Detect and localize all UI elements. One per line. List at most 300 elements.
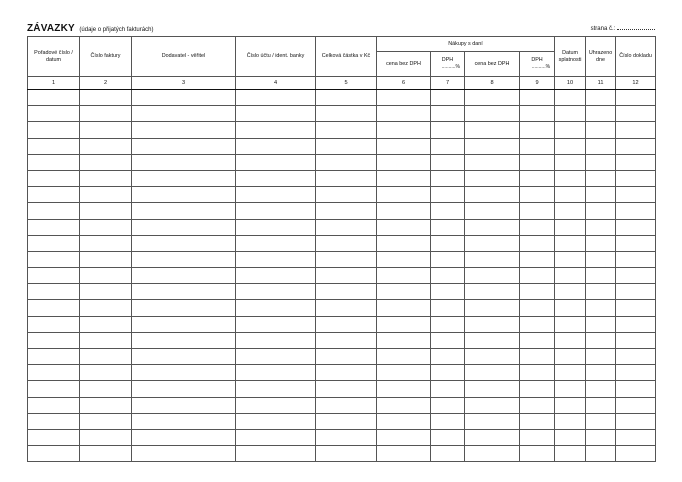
table-cell[interactable] [132,365,236,381]
table-cell[interactable] [132,284,236,300]
table-cell[interactable] [616,203,656,219]
table-cell[interactable] [586,219,616,235]
table-cell[interactable] [616,106,656,122]
table-cell[interactable] [520,268,555,284]
header-document-number: Číslo dokladu [616,37,656,77]
table-cell[interactable] [80,268,132,284]
table-cell[interactable] [616,187,656,203]
table-cell[interactable] [555,170,586,186]
table-cell[interactable] [132,219,236,235]
table-cell[interactable] [316,251,377,267]
table-row [28,381,656,397]
table-cell[interactable] [586,397,616,413]
table-cell[interactable] [520,284,555,300]
table-cell[interactable] [377,219,431,235]
table-cell[interactable] [431,268,465,284]
table-cell[interactable] [555,397,586,413]
table-cell[interactable] [28,446,80,462]
column-number-row [28,77,656,90]
table-cell[interactable] [555,154,586,170]
table-cell[interactable] [28,251,80,267]
table-cell[interactable] [520,203,555,219]
table-cell[interactable] [586,316,616,332]
header-account-number: Číslo účtu / ident. banky [236,37,316,77]
table-cell[interactable] [465,413,520,429]
table-cell[interactable] [132,397,236,413]
table-cell[interactable] [520,332,555,348]
table-cell[interactable] [555,316,586,332]
table-cell[interactable] [465,251,520,267]
table-row [28,397,656,413]
header-vat-2-rate[interactable]: ..........% [531,64,551,70]
table-cell[interactable] [236,446,316,462]
table-cell[interactable] [616,235,656,251]
table-cell[interactable] [132,316,236,332]
table-cell[interactable] [132,381,236,397]
table-cell[interactable] [520,381,555,397]
table-cell[interactable] [431,106,465,122]
table-cell[interactable] [28,235,80,251]
table-cell[interactable] [555,268,586,284]
table-row [28,446,656,462]
table-cell[interactable] [555,300,586,316]
table-cell[interactable] [236,251,316,267]
table-cell[interactable] [28,170,80,186]
table-cell[interactable] [465,381,520,397]
table-row [28,365,656,381]
table-cell[interactable] [431,413,465,429]
table-cell[interactable] [616,429,656,445]
table-cell[interactable] [316,106,377,122]
table-cell[interactable] [586,106,616,122]
table-cell[interactable] [80,138,132,154]
table-cell[interactable] [377,284,431,300]
table-cell[interactable] [520,170,555,186]
table-cell[interactable] [431,219,465,235]
table-cell[interactable] [586,235,616,251]
table-cell[interactable] [555,365,586,381]
table-cell[interactable] [377,90,431,106]
table-cell[interactable] [132,170,236,186]
table-cell[interactable] [316,300,377,316]
table-cell[interactable] [586,251,616,267]
table-cell[interactable] [377,381,431,397]
table-cell[interactable] [465,219,520,235]
table-cell[interactable] [431,170,465,186]
table-cell[interactable] [520,413,555,429]
table-cell[interactable] [28,154,80,170]
table-cell[interactable] [520,251,555,267]
table-cell[interactable] [616,268,656,284]
table-cell[interactable] [431,187,465,203]
table-cell[interactable] [465,429,520,445]
table-cell[interactable] [431,397,465,413]
table-cell[interactable] [616,413,656,429]
header-vat-1-label: DPH [441,57,454,63]
table-cell[interactable] [465,332,520,348]
table-row [28,251,656,267]
table-cell[interactable] [236,138,316,154]
table-cell[interactable] [465,90,520,106]
table-cell[interactable] [465,170,520,186]
table-cell[interactable] [28,90,80,106]
table-cell[interactable] [316,332,377,348]
table-cell[interactable] [377,316,431,332]
table-cell[interactable] [465,349,520,365]
table-cell[interactable] [316,429,377,445]
table-cell[interactable] [616,300,656,316]
table-cell[interactable] [586,349,616,365]
table-cell[interactable] [80,316,132,332]
table-cell[interactable] [520,138,555,154]
table-cell[interactable] [616,365,656,381]
table-cell[interactable] [520,90,555,106]
table-cell[interactable] [80,187,132,203]
table-cell[interactable] [80,203,132,219]
table-cell[interactable] [586,413,616,429]
table-cell[interactable] [316,138,377,154]
table-cell[interactable] [236,90,316,106]
table-cell[interactable] [377,187,431,203]
table-cell[interactable] [132,446,236,462]
table-cell[interactable] [586,365,616,381]
table-cell[interactable] [316,349,377,365]
header-vat-1-rate[interactable]: ..........% [441,64,460,70]
table-cell[interactable] [377,349,431,365]
table-cell[interactable] [316,187,377,203]
page-number-blank[interactable] [617,22,655,30]
column-number: 9 [520,77,555,90]
table-cell[interactable] [465,154,520,170]
table-cell[interactable] [465,187,520,203]
table-cell[interactable] [28,106,80,122]
table-cell[interactable] [316,316,377,332]
table-cell[interactable] [555,122,586,138]
table-cell[interactable] [555,381,586,397]
table-cell[interactable] [465,316,520,332]
table-cell[interactable] [431,316,465,332]
header-price-excl-vat-1: cena bez DPH [377,52,431,77]
table-cell[interactable] [80,90,132,106]
table-cell[interactable] [377,446,431,462]
table-cell[interactable] [616,284,656,300]
table-cell[interactable] [586,138,616,154]
table-cell[interactable] [616,170,656,186]
table-cell[interactable] [236,413,316,429]
table-cell[interactable] [431,284,465,300]
table-cell[interactable] [316,90,377,106]
table-cell[interactable] [236,122,316,138]
table-cell[interactable] [431,203,465,219]
table-cell[interactable] [520,122,555,138]
table-cell[interactable] [465,300,520,316]
table-cell[interactable] [586,381,616,397]
table-cell[interactable] [80,170,132,186]
table-cell[interactable] [520,106,555,122]
table-cell[interactable] [520,235,555,251]
table-cell[interactable] [555,332,586,348]
table-cell[interactable] [132,90,236,106]
table-cell[interactable] [520,397,555,413]
table-cell[interactable] [616,316,656,332]
table-cell[interactable] [465,235,520,251]
table-cell[interactable] [236,235,316,251]
table-cell[interactable] [236,429,316,445]
column-number: 12 [616,77,656,90]
table-cell[interactable] [132,235,236,251]
table-cell[interactable] [465,446,520,462]
table-cell[interactable] [132,413,236,429]
table-cell[interactable] [236,284,316,300]
table-cell[interactable] [28,429,80,445]
table-cell[interactable] [132,106,236,122]
table-cell[interactable] [520,349,555,365]
table-cell[interactable] [28,413,80,429]
table-cell[interactable] [28,332,80,348]
table-cell[interactable] [555,90,586,106]
table-cell[interactable] [80,251,132,267]
table-cell[interactable] [236,316,316,332]
table-cell[interactable] [132,332,236,348]
table-cell[interactable] [132,138,236,154]
table-cell[interactable] [28,397,80,413]
table-cell[interactable] [377,251,431,267]
table-cell[interactable] [236,154,316,170]
table-cell[interactable] [316,446,377,462]
table-cell[interactable] [80,446,132,462]
table-cell[interactable] [80,235,132,251]
table-cell[interactable] [586,268,616,284]
table-cell[interactable] [80,397,132,413]
table-cell[interactable] [586,170,616,186]
table-cell[interactable] [431,251,465,267]
table-cell[interactable] [236,203,316,219]
table-cell[interactable] [586,203,616,219]
table-cell[interactable] [316,284,377,300]
table-cell[interactable] [431,365,465,381]
table-cell[interactable] [555,235,586,251]
table-cell[interactable] [377,203,431,219]
table-cell[interactable] [520,446,555,462]
table-cell[interactable] [431,332,465,348]
table-cell[interactable] [377,106,431,122]
table-cell[interactable] [555,106,586,122]
table-cell[interactable] [465,106,520,122]
table-cell[interactable] [236,332,316,348]
table-cell[interactable] [465,284,520,300]
table-cell[interactable] [377,300,431,316]
table-cell[interactable] [28,203,80,219]
table-cell[interactable] [316,219,377,235]
table-cell[interactable] [316,381,377,397]
table-cell[interactable] [28,122,80,138]
table-cell[interactable] [377,122,431,138]
table-cell[interactable] [586,332,616,348]
table-cell[interactable] [236,106,316,122]
table-cell[interactable] [80,429,132,445]
column-number: 1 [28,77,80,90]
table-cell[interactable] [616,251,656,267]
table-cell[interactable] [236,397,316,413]
table-cell[interactable] [132,300,236,316]
table-cell[interactable] [132,154,236,170]
table-cell[interactable] [132,187,236,203]
table-cell[interactable] [616,349,656,365]
table-cell[interactable] [316,203,377,219]
table-cell[interactable] [80,413,132,429]
table-cell[interactable] [555,251,586,267]
table-cell[interactable] [586,446,616,462]
table-cell[interactable] [236,187,316,203]
table-cell[interactable] [316,365,377,381]
table-cell[interactable] [80,300,132,316]
table-cell[interactable] [520,300,555,316]
table-cell[interactable] [431,349,465,365]
table-cell[interactable] [616,122,656,138]
table-cell[interactable] [586,284,616,300]
header-total-amount: Celková částka v Kč [316,37,377,77]
table-cell[interactable] [28,300,80,316]
table-cell[interactable] [80,154,132,170]
table-cell[interactable] [316,154,377,170]
table-row [28,429,656,445]
table-cell[interactable] [377,397,431,413]
table-cell[interactable] [431,235,465,251]
table-cell[interactable] [316,122,377,138]
table-cell[interactable] [132,429,236,445]
table-cell[interactable] [616,397,656,413]
table-cell[interactable] [28,187,80,203]
table-cell[interactable] [132,349,236,365]
table-cell[interactable] [316,413,377,429]
table-cell[interactable] [616,154,656,170]
table-cell[interactable] [520,187,555,203]
table-cell[interactable] [555,284,586,300]
table-cell[interactable] [28,219,80,235]
table-cell[interactable] [80,284,132,300]
table-row [28,122,656,138]
table-cell[interactable] [616,332,656,348]
table-cell[interactable] [465,365,520,381]
table-cell[interactable] [236,349,316,365]
table-cell[interactable] [431,381,465,397]
table-cell[interactable] [586,90,616,106]
form-title: ZÁVAZKY [27,23,75,34]
column-number: 8 [465,77,520,90]
column-number: 5 [316,77,377,90]
table-cell[interactable] [377,268,431,284]
table-cell[interactable] [586,429,616,445]
table-cell[interactable] [132,251,236,267]
column-number: 11 [586,77,616,90]
table-cell[interactable] [28,349,80,365]
table-cell[interactable] [520,316,555,332]
table-cell[interactable] [520,365,555,381]
table-cell[interactable] [80,219,132,235]
table-cell[interactable] [236,365,316,381]
table-cell[interactable] [616,381,656,397]
table-cell[interactable] [80,349,132,365]
table-cell[interactable] [80,106,132,122]
table-cell[interactable] [377,138,431,154]
table-cell[interactable] [132,122,236,138]
table-cell[interactable] [80,365,132,381]
table-cell[interactable] [520,219,555,235]
table-cell[interactable] [431,154,465,170]
table-cell[interactable] [431,138,465,154]
table-cell[interactable] [28,284,80,300]
table-cell[interactable] [555,203,586,219]
table-cell[interactable] [465,122,520,138]
table-cell[interactable] [377,429,431,445]
table-cell[interactable] [555,349,586,365]
table-cell[interactable] [316,170,377,186]
table-cell[interactable] [236,300,316,316]
table-cell[interactable] [616,446,656,462]
table-cell[interactable] [586,187,616,203]
table-cell[interactable] [316,268,377,284]
table-cell[interactable] [28,316,80,332]
table-cell[interactable] [80,332,132,348]
table-cell[interactable] [377,170,431,186]
table-cell[interactable] [377,365,431,381]
table-cell[interactable] [555,138,586,154]
table-cell[interactable] [316,397,377,413]
table-cell[interactable] [555,413,586,429]
table-cell[interactable] [132,203,236,219]
table-cell[interactable] [28,268,80,284]
table-cell[interactable] [555,219,586,235]
table-cell[interactable] [465,203,520,219]
table-cell[interactable] [80,381,132,397]
table-cell[interactable] [377,235,431,251]
table-cell[interactable] [236,381,316,397]
table-cell[interactable] [28,381,80,397]
table-cell[interactable] [28,365,80,381]
table-cell[interactable] [586,154,616,170]
table-cell[interactable] [431,429,465,445]
table-cell[interactable] [586,122,616,138]
table-cell[interactable] [555,429,586,445]
table-cell[interactable] [236,219,316,235]
table-cell[interactable] [555,187,586,203]
table-cell[interactable] [465,268,520,284]
table-cell[interactable] [236,268,316,284]
table-cell[interactable] [555,446,586,462]
header-purchases-with-tax: Nákupy s daní [377,37,555,52]
table-cell[interactable] [377,154,431,170]
table-cell[interactable] [431,300,465,316]
table-cell[interactable] [465,397,520,413]
table-cell[interactable] [520,154,555,170]
table-cell[interactable] [132,268,236,284]
table-cell[interactable] [28,138,80,154]
table-cell[interactable] [616,138,656,154]
table-cell[interactable] [316,235,377,251]
table-cell[interactable] [616,90,656,106]
table-cell[interactable] [377,413,431,429]
table-cell[interactable] [80,122,132,138]
table-cell[interactable] [236,170,316,186]
table-cell[interactable] [616,219,656,235]
table-cell[interactable] [377,332,431,348]
table-cell[interactable] [586,300,616,316]
table-cell[interactable] [431,446,465,462]
table-cell[interactable] [465,138,520,154]
table-cell[interactable] [520,429,555,445]
table-cell[interactable] [431,122,465,138]
table-cell[interactable] [431,90,465,106]
